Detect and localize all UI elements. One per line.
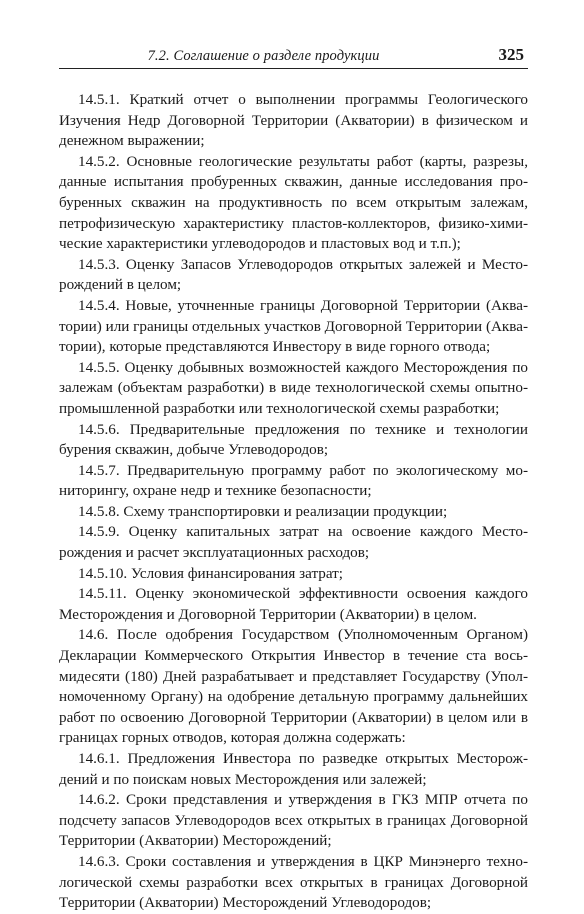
paragraph-14-5-3: 14.5.3. Оценку Запасов Углеводородов открытых залежей и Месторождений в целом; — [59, 255, 528, 294]
paragraph-14-5-2: 14.5.2. Основные геологические результаты работ (карты, разрезы, данные испытания пробуренных скважин, данные исследования пробуренных скважин на продуктивность по всем открытым залежам, петрофизическую характеристику пластов-коллекторов, физико-химические характеристики углеводородов и пластовых вод и т.п.); — [59, 152, 528, 253]
paragraph-14-5-4: 14.5.4. Новые, уточненные границы Договорной Территории (Акватории) или границы отдельных участков Договорной Территории (Акватории), которые представляются Инвестору в виде горного отвода; — [59, 296, 528, 356]
paragraph-14-6-1: 14.6.1. Предложения Инвестора по разведке открытых Месторождений и по поискам новых Месторождения или залежей; — [59, 750, 528, 788]
paragraph-14-5-5: 14.5.5. Оценку добывных возможностей каждого Месторождения по залежам (объектам разработки) в виде технологической схемы опытно-промышленной разработки или технологической схемы разработки; — [59, 358, 528, 417]
page-number: 325 — [498, 45, 524, 64]
paragraph-14-6-2: 14.6.2. Сроки представления и утверждения в ГКЗ МПР отчета по подсчету запасов Углеводородов всех открытых в границах Договорной Территории (Акватории) Месторождений; — [59, 791, 528, 850]
paragraph-14-5-10: 14.5.10. Условия финансирования затрат; — [78, 564, 343, 582]
paragraph-14-5-9: 14.5.9. Оценку капитальных затрат на освоение каждого Месторождения и расчет эксплуатационных расходов; — [59, 523, 528, 562]
paragraph-14-5-7: 14.5.7. Предварительную программу работ по экологическому мониторингу, охране недр и технике безопасности; — [59, 461, 528, 500]
paragraph-14-5-11: 14.5.11. Оценку экономической эффективности освоения каждого Месторождения и Договорной Территории (Акватории) в целом. — [59, 585, 528, 623]
paragraph-14-6-3: 14.6.3. Сроки составления и утверждения в ЦКР Минэнерго технологической схемы разработки всех открытых в границах Договорной Территории (Акватории) Месторождений Углеводородов; — [59, 852, 528, 912]
paragraph-14-6: 14.6. После одобрения Государством (Уполномоченным Органом) Декларации Коммерческого Открытия Инвестор в течение ста восьмидесяти (180) Дней разрабатывает и представляет Государству (Уполномоченному Органу) на одобрение детальную программу дальнейших работ по освоению Договорной Территории (Акватории) в целом или в границах горных отводов, которая должна содержать: — [59, 626, 528, 747]
paragraph-14-5-8: 14.5.8. Схему транспортировки и реализации продукции; — [78, 502, 448, 520]
running-header — [59, 44, 528, 69]
running-title: 7.2. Соглашение о разделе продукции — [147, 48, 380, 64]
paragraph-14-5-6: 14.5.6. Предварительные предложения по технике и технологии бурения скважин, добыче Углеводородов; — [59, 420, 528, 459]
paragraph-14-5-1: 14.5.1. Краткий отчет о выполнении программы Геологического Изучения Недр Договорной Территории (Акватории) в физическом и денежном выражении; — [59, 91, 528, 150]
body-text — [59, 90, 528, 914]
